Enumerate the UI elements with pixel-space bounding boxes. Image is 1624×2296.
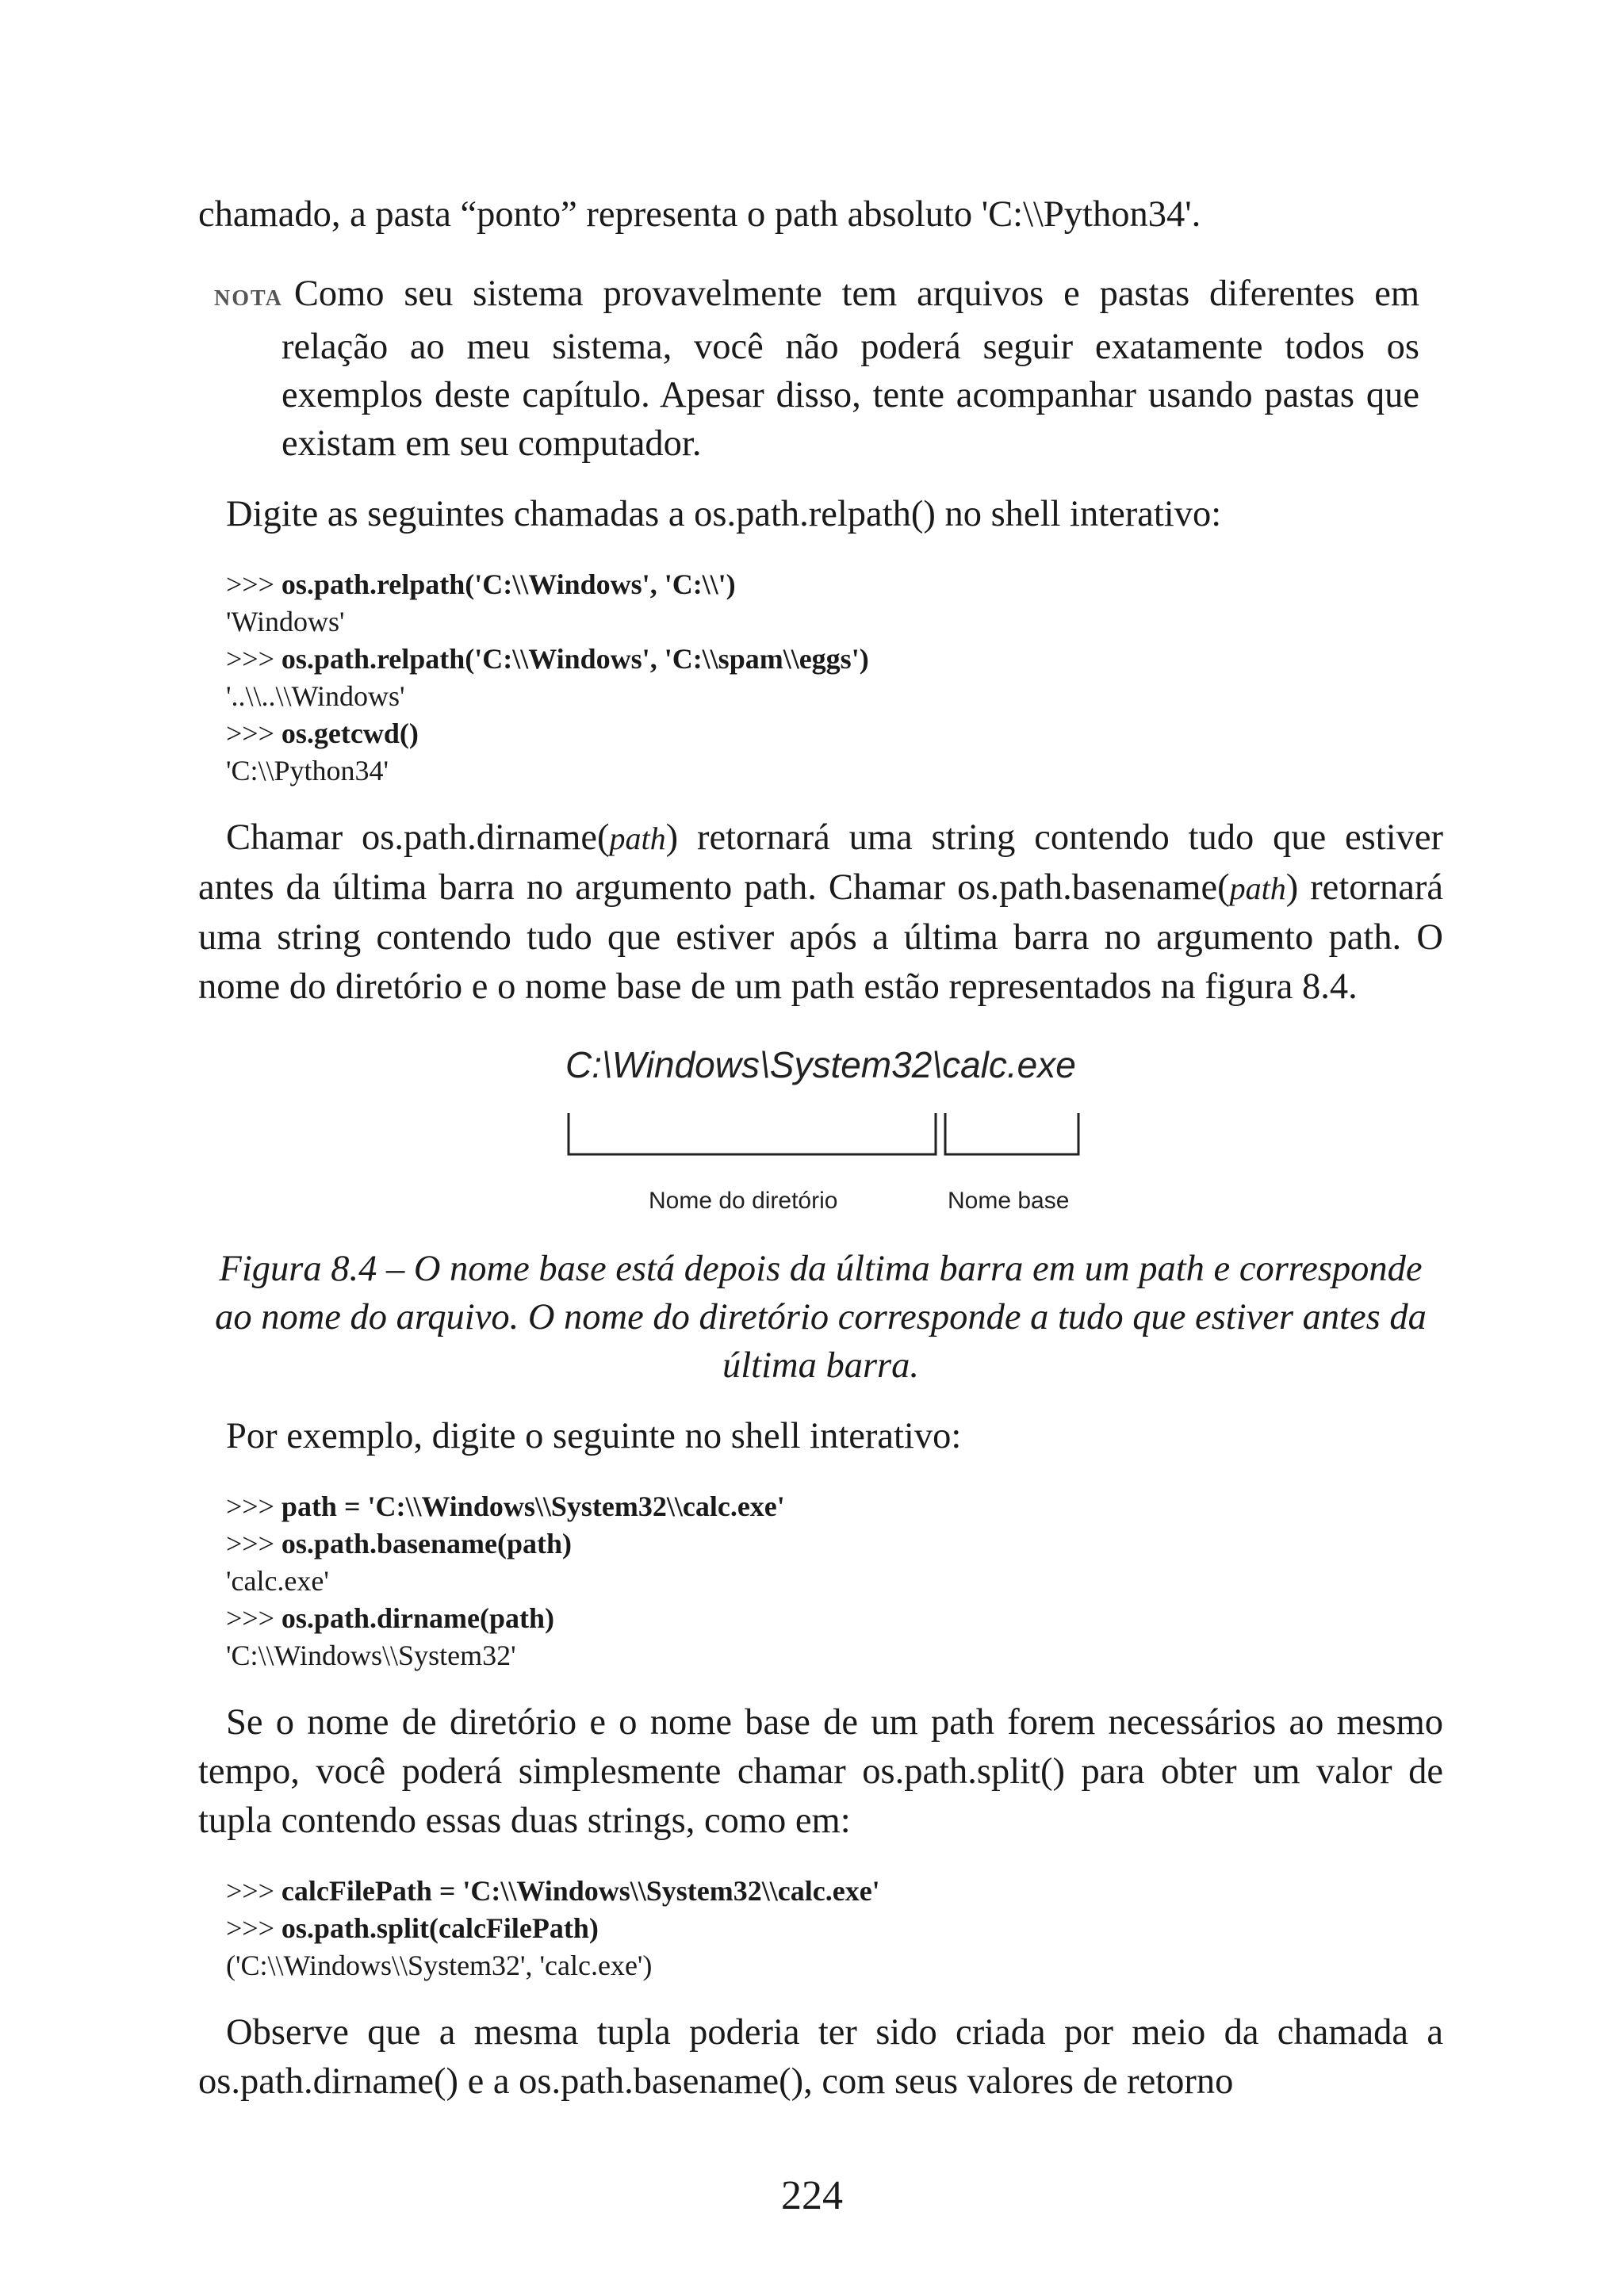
code-line <box>226 1637 1443 1674</box>
paragraph-relpath: Digite as seguintes chamadas a os.path.relpath() no shell interativo: <box>226 494 1222 534</box>
note-block <box>198 270 1419 468</box>
code-output: 'C:\\Windows\\System32' <box>226 1640 516 1671</box>
figure-path-diagram <box>198 1043 1443 1218</box>
code-block-split <box>226 1873 1443 1984</box>
code-output: 'calc.exe' <box>226 1565 329 1597</box>
page-content <box>198 190 1443 2107</box>
page-number: 224 <box>781 2173 843 2218</box>
code-prompt: >>> <box>226 1602 282 1634</box>
code-line <box>226 678 1443 715</box>
code-line <box>226 752 1443 790</box>
code-output: 'Windows' <box>226 606 345 637</box>
code-command: os.path.dirname(path) <box>281 1602 554 1634</box>
figure-caption: Figura 8.4 – O nome base está depois da última barra em um path e corresponde ao nome do arquivo. O nome do diretório corresponde a tudo que estiver antes da última barra. <box>215 1249 1427 1386</box>
code-line <box>226 1525 1443 1563</box>
figure-path-text: C:\Windows\System32\calc.exe <box>565 1044 1076 1085</box>
code-line <box>226 1910 1443 1947</box>
code-prompt: >>> <box>226 718 282 749</box>
path-argument: path <box>609 821 666 856</box>
code-command: os.path.relpath('C:\\Windows', 'C:\\spam\\eggs') <box>281 643 869 675</box>
code-prompt: >>> <box>226 643 282 675</box>
paragraph-dirname-basename: Chamar os.path.dirname(path) retornará uma string contendo tudo que estiver antes da última barra no argumento path. Chamar os.path.basename(path) retornará uma string contendo tudo que estiver após a última barra no argumento path. O nome do diretório e o nome base de um path estão representados na figura 8.4. <box>198 817 1443 1007</box>
paragraph-example: Por exemplo, digite o seguinte no shell interativo: <box>226 1416 962 1456</box>
code-command: os.path.basename(path) <box>281 1528 572 1559</box>
paragraph-observe: Observe que a mesma tupla poderia ter sido criada por meio da chamada a os.path.dirname() e a os.path.basename(), com seus valores de retorno <box>198 2012 1443 2102</box>
code-output: 'C:\\Python34' <box>226 755 389 786</box>
code-output: '..\\..\\Windows' <box>226 680 405 712</box>
paragraph-intro: chamado, a pasta “ponto” representa o path absoluto 'C:\\Python34'. <box>198 194 1201 235</box>
code-block-basename <box>226 1488 1443 1674</box>
code-line <box>226 603 1443 641</box>
code-prompt: >>> <box>226 1490 282 1522</box>
code-output: ('C:\\Windows\\System32', 'calc.exe') <box>226 1950 653 1981</box>
code-prompt: >>> <box>226 1912 282 1944</box>
code-line <box>226 1563 1443 1600</box>
code-line <box>226 566 1443 603</box>
note-text: Como seu sistema provavelmente tem arquivos e pastas diferentes em relação ao meu sistema, você não poderá seguir exatamente todos os exemplos deste capítulo. Apesar disso, tente acompanhar usando pastas que existam em seu computador. <box>282 274 1419 464</box>
directory-bracket <box>569 1113 936 1154</box>
path-argument: path <box>1229 871 1286 906</box>
code-line <box>226 641 1443 678</box>
code-command: os.path.split(calcFilePath) <box>281 1912 599 1944</box>
code-command: calcFilePath = 'C:\\Windows\\System32\\calc.exe' <box>281 1875 880 1907</box>
code-line <box>226 1600 1443 1637</box>
code-prompt: >>> <box>226 1875 282 1907</box>
code-line <box>226 715 1443 752</box>
code-prompt: >>> <box>226 568 282 600</box>
code-command: os.path.relpath('C:\\Windows', 'C:\\') <box>281 568 736 600</box>
code-command: path = 'C:\\Windows\\System32\\calc.exe' <box>281 1490 785 1522</box>
code-block-relpath <box>226 566 1443 790</box>
code-line <box>226 1873 1443 1910</box>
code-line <box>226 1947 1443 1984</box>
label-directory-name: Nome do diretório <box>649 1188 838 1214</box>
label-base-name: Nome base <box>948 1188 1070 1214</box>
code-prompt: >>> <box>226 1528 282 1559</box>
basename-bracket <box>945 1113 1078 1154</box>
paragraph-split: Se o nome de diretório e o nome base de um path forem necessários ao mesmo tempo, você poderá simplesmente chamar os.path.split() para obter um valor de tupla contendo essas duas strings, como em: <box>198 1702 1443 1841</box>
code-line <box>226 1488 1443 1525</box>
note-label: NOTA <box>214 286 283 311</box>
code-command: os.getcwd() <box>281 718 419 749</box>
